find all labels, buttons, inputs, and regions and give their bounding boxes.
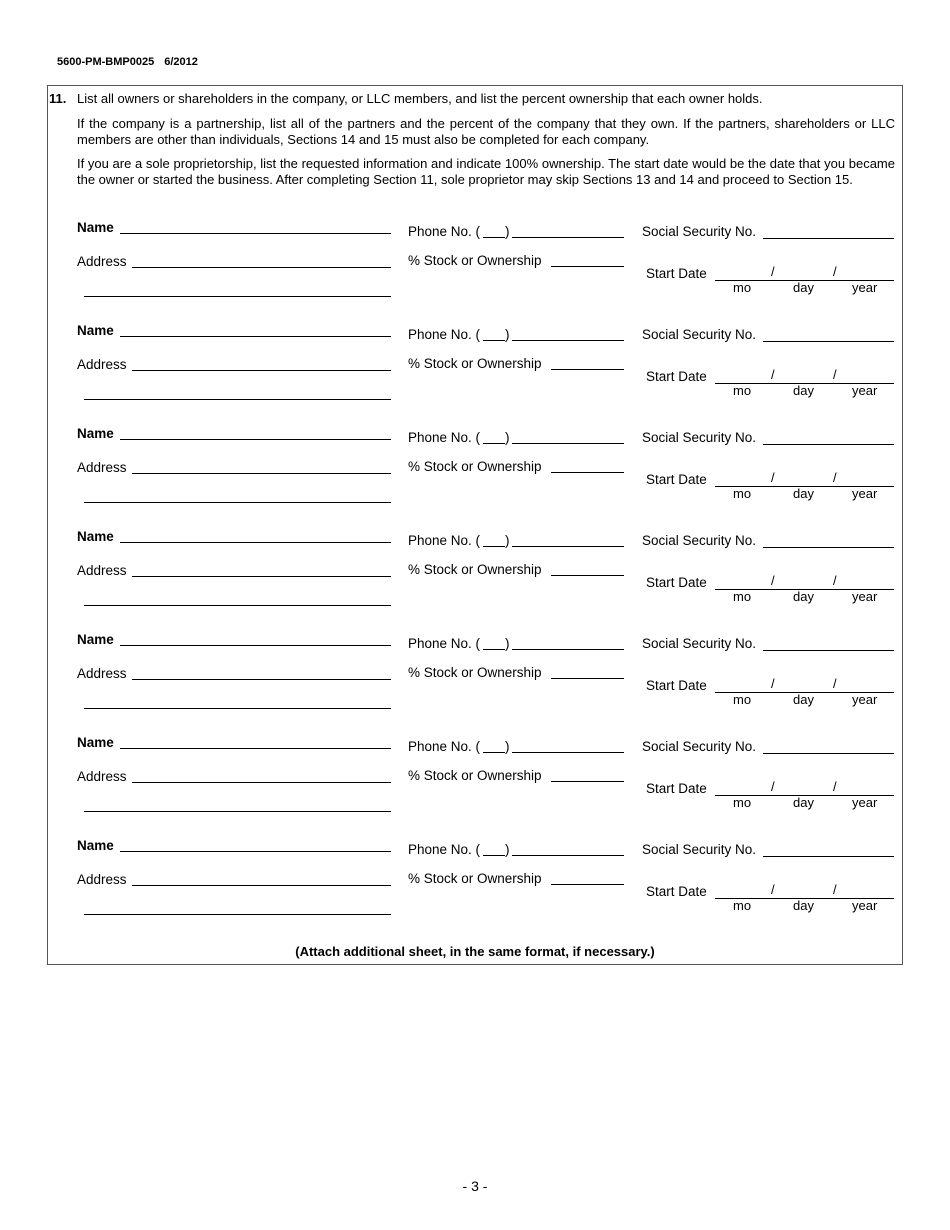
phone-close-paren: ) bbox=[505, 636, 510, 651]
ssn-field[interactable] bbox=[763, 444, 894, 445]
month-caption: mo bbox=[733, 486, 752, 501]
stock-label: % Stock or Ownership bbox=[408, 768, 542, 783]
phone-area-code-field[interactable] bbox=[483, 340, 505, 341]
owner-entry bbox=[0, 424, 950, 524]
phone-close-paren: ) bbox=[505, 739, 510, 754]
year-caption: year bbox=[852, 486, 878, 501]
date-separator: / bbox=[771, 264, 775, 279]
date-separator: / bbox=[771, 882, 775, 897]
address-field-line-2[interactable] bbox=[84, 914, 391, 915]
date-separator: / bbox=[833, 264, 837, 279]
stock-field[interactable] bbox=[551, 781, 624, 782]
name-label: Name bbox=[77, 735, 114, 750]
date-separator: / bbox=[833, 676, 837, 691]
owner-entry bbox=[0, 218, 950, 318]
stock-field[interactable] bbox=[551, 575, 624, 576]
name-field[interactable] bbox=[120, 645, 391, 646]
name-label: Name bbox=[77, 838, 114, 853]
date-separator: / bbox=[771, 367, 775, 382]
stock-label: % Stock or Ownership bbox=[408, 459, 542, 474]
start-date-label: Start Date bbox=[646, 678, 707, 693]
phone-close-paren: ) bbox=[505, 842, 510, 857]
section-11-box bbox=[47, 85, 903, 965]
year-caption: year bbox=[852, 280, 878, 295]
start-date-label: Start Date bbox=[646, 575, 707, 590]
start-date-label: Start Date bbox=[646, 472, 707, 487]
address-field-line-2[interactable] bbox=[84, 399, 391, 400]
form-code-header bbox=[57, 56, 198, 68]
phone-field[interactable] bbox=[512, 546, 624, 547]
address-label: Address bbox=[77, 460, 127, 475]
phone-label: Phone No. ( bbox=[408, 739, 481, 754]
month-caption: mo bbox=[733, 589, 752, 604]
stock-field[interactable] bbox=[551, 678, 624, 679]
ssn-label: Social Security No. bbox=[642, 533, 757, 548]
name-field[interactable] bbox=[120, 542, 391, 543]
stock-field[interactable] bbox=[551, 369, 624, 370]
form-date: 6/2012 bbox=[164, 56, 198, 68]
phone-close-paren: ) bbox=[505, 533, 510, 548]
name-label: Name bbox=[77, 323, 114, 338]
start-date-label: Start Date bbox=[646, 884, 707, 899]
address-field[interactable] bbox=[132, 473, 391, 474]
stock-label: % Stock or Ownership bbox=[408, 871, 542, 886]
date-separator: / bbox=[771, 470, 775, 485]
ssn-label: Social Security No. bbox=[642, 739, 757, 754]
stock-field[interactable] bbox=[551, 472, 624, 473]
name-label: Name bbox=[77, 529, 114, 544]
year-caption: year bbox=[852, 795, 878, 810]
ssn-label: Social Security No. bbox=[642, 224, 757, 239]
start-date-label: Start Date bbox=[646, 369, 707, 384]
address-field[interactable] bbox=[132, 267, 391, 268]
owner-entry bbox=[0, 733, 950, 833]
phone-label: Phone No. ( bbox=[408, 327, 481, 342]
ssn-field[interactable] bbox=[763, 856, 894, 857]
address-label: Address bbox=[77, 872, 127, 887]
name-field[interactable] bbox=[120, 336, 391, 337]
date-separator: / bbox=[833, 573, 837, 588]
name-field[interactable] bbox=[120, 439, 391, 440]
phone-field[interactable] bbox=[512, 340, 624, 341]
phone-area-code-field[interactable] bbox=[483, 855, 505, 856]
address-field-line-2[interactable] bbox=[84, 502, 391, 503]
ssn-label: Social Security No. bbox=[642, 327, 757, 342]
date-separator: / bbox=[833, 470, 837, 485]
month-caption: mo bbox=[733, 692, 752, 707]
ssn-field[interactable] bbox=[763, 341, 894, 342]
ssn-label: Social Security No. bbox=[642, 842, 757, 857]
ssn-label: Social Security No. bbox=[642, 636, 757, 651]
instruction-paragraph-3: If you are a sole proprietorship, list the requested information and indicate 100% ownership. The start date would be the date that you became the owner or started the business. After completing Section 11, sole proprietor may skip Sections 13 and 14 and proceed to Section 15. bbox=[77, 156, 895, 187]
phone-close-paren: ) bbox=[505, 430, 510, 445]
phone-area-code-field[interactable] bbox=[483, 546, 505, 547]
date-separator: / bbox=[833, 367, 837, 382]
owner-entry bbox=[0, 630, 950, 730]
stock-label: % Stock or Ownership bbox=[408, 562, 542, 577]
month-caption: mo bbox=[733, 280, 752, 295]
address-label: Address bbox=[77, 563, 127, 578]
address-field[interactable] bbox=[132, 782, 391, 783]
address-label: Address bbox=[77, 357, 127, 372]
date-separator: / bbox=[771, 779, 775, 794]
year-caption: year bbox=[852, 589, 878, 604]
ssn-label: Social Security No. bbox=[642, 430, 757, 445]
phone-field[interactable] bbox=[512, 237, 624, 238]
year-caption: year bbox=[852, 898, 878, 913]
phone-close-paren: ) bbox=[505, 327, 510, 342]
address-field-line-2[interactable] bbox=[84, 605, 391, 606]
phone-field[interactable] bbox=[512, 649, 624, 650]
date-separator: / bbox=[771, 573, 775, 588]
month-caption: mo bbox=[733, 898, 752, 913]
address-label: Address bbox=[77, 769, 127, 784]
address-label: Address bbox=[77, 666, 127, 681]
phone-area-code-field[interactable] bbox=[483, 443, 505, 444]
day-caption: day bbox=[793, 898, 814, 913]
address-field-line-2[interactable] bbox=[84, 708, 391, 709]
year-caption: year bbox=[852, 692, 878, 707]
day-caption: day bbox=[793, 692, 814, 707]
owner-entry bbox=[0, 836, 950, 936]
name-field[interactable] bbox=[120, 851, 391, 852]
address-field[interactable] bbox=[132, 370, 391, 371]
address-field[interactable] bbox=[132, 679, 391, 680]
date-separator: / bbox=[833, 779, 837, 794]
date-separator: / bbox=[833, 882, 837, 897]
phone-area-code-field[interactable] bbox=[483, 752, 505, 753]
ssn-field[interactable] bbox=[763, 650, 894, 651]
address-field[interactable] bbox=[132, 885, 391, 886]
owner-entry bbox=[0, 527, 950, 627]
instruction-paragraph-2: If the company is a partnership, list all of the partners and the percent of the company that they own. If the partners, shareholders or LLC members are other than individuals, Sections 14 and 15 must also be completed for each company. bbox=[77, 116, 895, 147]
name-label: Name bbox=[77, 220, 114, 235]
day-caption: day bbox=[793, 486, 814, 501]
phone-area-code-field[interactable] bbox=[483, 649, 505, 650]
section-number: 11. bbox=[49, 91, 67, 106]
owner-entry bbox=[0, 321, 950, 421]
stock-label: % Stock or Ownership bbox=[408, 253, 542, 268]
month-caption: mo bbox=[733, 795, 752, 810]
page-number: - 3 - bbox=[462, 1178, 488, 1194]
phone-field[interactable] bbox=[512, 752, 624, 753]
stock-field[interactable] bbox=[551, 266, 624, 267]
address-field-line-2[interactable] bbox=[84, 811, 391, 812]
instruction-paragraph-1: List all owners or shareholders in the company, or LLC members, and list the percent ownership that each owner holds. bbox=[77, 91, 763, 106]
name-field[interactable] bbox=[120, 748, 391, 749]
stock-label: % Stock or Ownership bbox=[408, 665, 542, 680]
date-separator: / bbox=[771, 676, 775, 691]
ssn-field[interactable] bbox=[763, 547, 894, 548]
ssn-field[interactable] bbox=[763, 238, 894, 239]
address-field-line-2[interactable] bbox=[84, 296, 391, 297]
phone-label: Phone No. ( bbox=[408, 224, 481, 239]
phone-label: Phone No. ( bbox=[408, 430, 481, 445]
address-label: Address bbox=[77, 254, 127, 269]
name-label: Name bbox=[77, 632, 114, 647]
day-caption: day bbox=[793, 280, 814, 295]
stock-label: % Stock or Ownership bbox=[408, 356, 542, 371]
day-caption: day bbox=[793, 383, 814, 398]
day-caption: day bbox=[793, 589, 814, 604]
phone-label: Phone No. ( bbox=[408, 533, 481, 548]
stock-field[interactable] bbox=[551, 884, 624, 885]
phone-area-code-field[interactable] bbox=[483, 237, 505, 238]
attach-note: (Attach additional sheet, in the same format, if necessary.) bbox=[295, 944, 655, 959]
address-field[interactable] bbox=[132, 576, 391, 577]
ssn-field[interactable] bbox=[763, 753, 894, 754]
start-date-label: Start Date bbox=[646, 266, 707, 281]
month-caption: mo bbox=[733, 383, 752, 398]
day-caption: day bbox=[793, 795, 814, 810]
year-caption: year bbox=[852, 383, 878, 398]
phone-close-paren: ) bbox=[505, 224, 510, 239]
name-label: Name bbox=[77, 426, 114, 441]
form-code: 5600-PM-BMP0025 bbox=[57, 56, 155, 68]
phone-label: Phone No. ( bbox=[408, 842, 481, 857]
phone-field[interactable] bbox=[512, 443, 624, 444]
phone-field[interactable] bbox=[512, 855, 624, 856]
phone-label: Phone No. ( bbox=[408, 636, 481, 651]
start-date-label: Start Date bbox=[646, 781, 707, 796]
name-field[interactable] bbox=[120, 233, 391, 234]
